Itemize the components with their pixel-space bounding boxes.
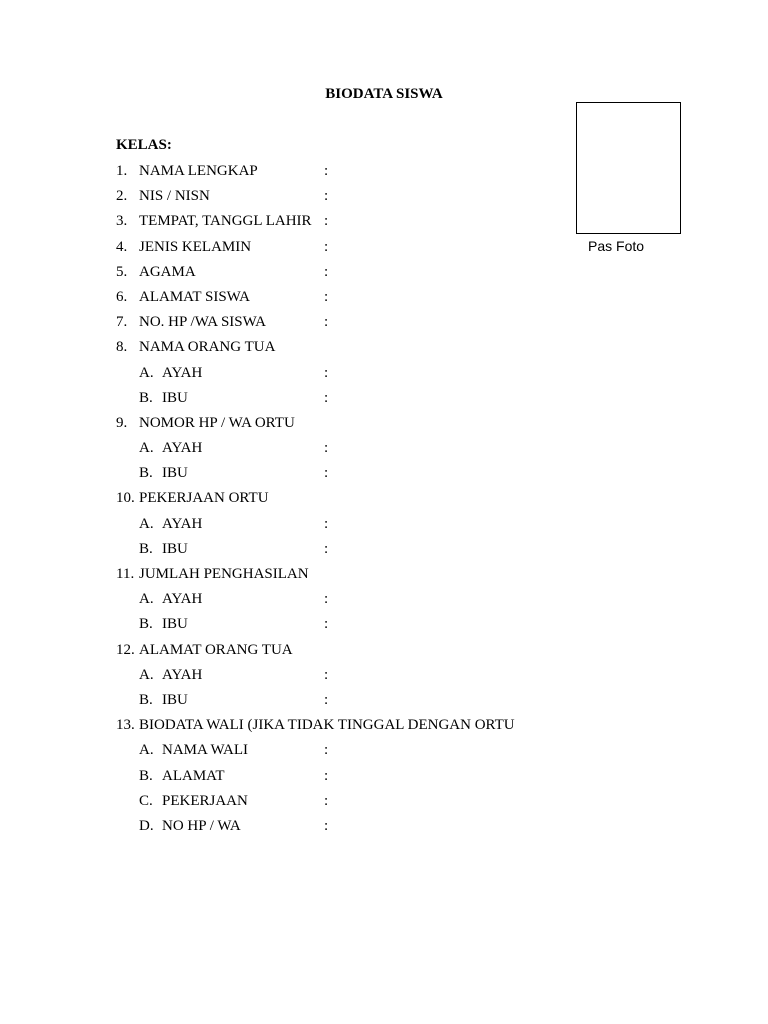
field-colon: :	[324, 389, 329, 406]
field-label: NAMA LENGKAP	[139, 163, 258, 179]
field-label: NAMA ORANG TUA	[139, 339, 276, 356]
field-number: 12.	[116, 641, 135, 658]
field-colon: :	[324, 314, 329, 331]
subfield-letter: B.	[139, 465, 153, 482]
subfield-letter: A.	[139, 364, 154, 381]
subfield-letter: C.	[139, 792, 153, 809]
form-subfield-row	[0, 540, 768, 565]
field-number: 10.	[116, 490, 135, 507]
field-number: 2.	[116, 188, 128, 205]
subfield-label: NAMA WALI	[162, 742, 248, 759]
field-colon: :	[324, 691, 329, 708]
subfield-label: IBU	[162, 540, 188, 557]
form-subfield-row	[0, 439, 768, 464]
form-subfield-row	[0, 389, 768, 414]
subfield-label: IBU	[162, 616, 188, 633]
form-subfield-row	[0, 767, 768, 792]
field-colon: :	[324, 238, 329, 255]
field-label: PEKERJAAN ORTU	[139, 490, 269, 507]
field-number: 11.	[116, 566, 135, 582]
field-label: NOMOR HP / WA ORTU	[139, 414, 295, 431]
subfield-letter: A.	[139, 742, 154, 759]
subfield-label: NO HP / WA	[162, 817, 241, 834]
field-colon: :	[324, 213, 329, 230]
subfield-label: IBU	[162, 691, 188, 708]
field-label: NIS / NISN	[139, 188, 210, 205]
subfield-label: AYAH	[162, 440, 203, 457]
form-field-row	[0, 187, 768, 212]
field-colon: :	[324, 440, 329, 457]
field-label: ALAMAT SISWA	[139, 288, 250, 305]
subfield-letter: A.	[139, 666, 154, 683]
subfield-label: IBU	[162, 465, 188, 482]
field-label: JUMLAH PENGHASILAN	[139, 566, 309, 582]
subfield-letter: A.	[139, 440, 154, 457]
subfield-letter: B.	[139, 540, 153, 557]
field-colon: :	[324, 817, 329, 834]
field-colon: :	[324, 364, 329, 381]
field-number: 13.	[116, 717, 135, 734]
form-subfield-row	[0, 792, 768, 817]
form-field-row	[0, 288, 768, 313]
form-field-row	[0, 238, 768, 263]
subfield-label: AYAH	[162, 364, 203, 381]
field-colon: :	[324, 666, 329, 683]
field-label: TEMPAT, TANGGL LAHIR	[139, 213, 312, 230]
field-label: AGAMA	[139, 263, 196, 280]
form-subfield-row	[0, 691, 768, 716]
form-field-row	[0, 313, 768, 338]
form-field-row	[0, 162, 768, 187]
field-label: ALAMAT ORANG TUA	[139, 641, 293, 658]
field-number: 7.	[116, 314, 128, 331]
form-subfield-row	[0, 464, 768, 489]
field-colon: :	[324, 792, 329, 809]
photo-label: Pas Foto	[588, 238, 645, 254]
field-number: 8.	[116, 339, 128, 356]
field-colon: :	[324, 163, 329, 179]
subfield-letter: B.	[139, 767, 153, 784]
field-number: 6.	[116, 288, 128, 305]
form-subfield-row	[0, 515, 768, 540]
subfield-label: AYAH	[162, 515, 203, 532]
subfield-letter: A.	[139, 591, 154, 608]
form-subfield-row	[0, 817, 768, 842]
form-field-row	[0, 414, 768, 439]
field-colon: :	[324, 465, 329, 482]
field-number: 1.	[116, 163, 128, 179]
subfield-label: IBU	[162, 389, 188, 406]
field-colon: :	[324, 742, 329, 759]
field-number: 4.	[116, 238, 128, 255]
form-field-row	[0, 489, 768, 514]
subfield-letter: B.	[139, 616, 153, 633]
field-label: BIODATA WALI (JIKA TIDAK TINGGAL DENGAN ORTU	[139, 717, 515, 734]
field-colon: :	[324, 188, 329, 205]
field-colon: :	[324, 288, 329, 305]
field-label: NO. HP /WA SISWA	[139, 314, 266, 331]
subfield-label: AYAH	[162, 666, 203, 683]
field-number: 9.	[116, 414, 128, 431]
form-subfield-row	[0, 666, 768, 691]
field-colon: :	[324, 263, 329, 280]
form-field-row	[0, 212, 768, 237]
field-colon: :	[324, 540, 329, 557]
form-subfield-row	[0, 590, 768, 615]
form-subfield-row	[0, 364, 768, 389]
field-label: JENIS KELAMIN	[139, 238, 252, 255]
subfield-label: PEKERJAAN	[162, 792, 248, 809]
field-colon: :	[324, 591, 329, 608]
form-field-row	[0, 565, 768, 590]
form-field-row	[0, 263, 768, 288]
subfield-letter: B.	[139, 691, 153, 708]
field-colon: :	[324, 616, 329, 633]
page-title: BIODATA SISWA	[325, 86, 443, 102]
form-list	[0, 162, 768, 842]
field-number: 5.	[116, 263, 128, 280]
field-colon: :	[324, 515, 329, 532]
subfield-letter: A.	[139, 515, 154, 532]
kelas-label: KELAS:	[116, 137, 172, 153]
subfield-label: ALAMAT	[162, 767, 225, 784]
form-subfield-row	[0, 615, 768, 640]
subfield-letter: D.	[139, 817, 154, 834]
form-field-row	[0, 716, 768, 741]
subfield-letter: B.	[139, 389, 153, 406]
subfield-label: AYAH	[162, 591, 203, 608]
form-field-row	[0, 641, 768, 666]
form-field-row	[0, 338, 768, 363]
field-number: 3.	[116, 213, 128, 230]
field-colon: :	[324, 767, 329, 784]
form-subfield-row	[0, 741, 768, 766]
